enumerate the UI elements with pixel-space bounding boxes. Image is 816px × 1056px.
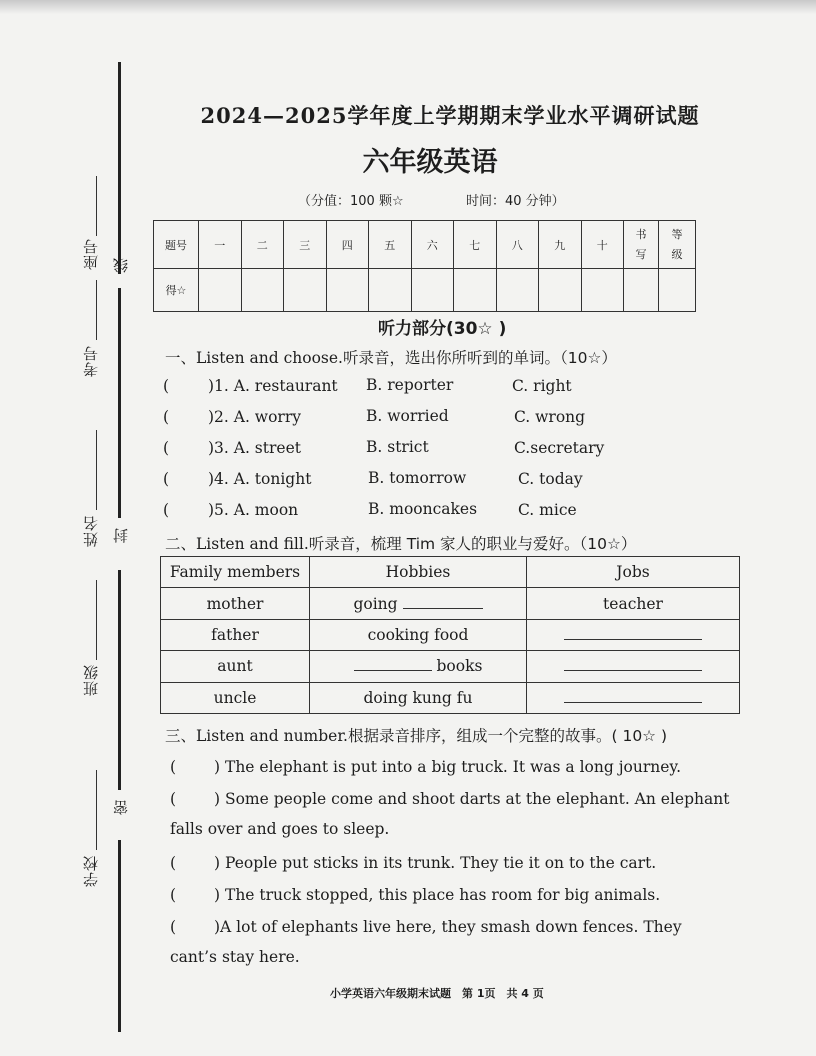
hobby-blank[interactable]: [403, 607, 483, 609]
job-blank[interactable]: [564, 669, 702, 671]
class-blank[interactable]: [96, 580, 97, 660]
name-blank[interactable]: [96, 430, 97, 510]
time-info: 时间：40 分钟）: [466, 194, 565, 209]
option-b: B. mooncakes: [368, 500, 478, 518]
col-4: 四: [326, 221, 369, 269]
col-5: 五: [369, 221, 412, 269]
option-c: C. right: [512, 377, 572, 395]
part1-title: [165, 346, 617, 368]
option-a: )3. A. street: [208, 439, 301, 457]
job-cell: teacher: [527, 588, 740, 619]
option-b: B. tomorrow: [368, 469, 467, 487]
score-cell[interactable]: [241, 269, 284, 312]
score-cell[interactable]: [369, 269, 412, 312]
grade-char-1: 等: [671, 227, 683, 241]
option-a: )4. A. tonight: [208, 470, 312, 488]
answer-paren[interactable]: (: [163, 408, 170, 426]
member-cell: father: [161, 619, 310, 650]
option-b: B. worried: [366, 407, 449, 425]
col-6: 六: [411, 221, 454, 269]
score-info: （分值：100 颗☆: [298, 194, 404, 209]
member-cell: mother: [161, 588, 310, 619]
col-8: 八: [496, 221, 539, 269]
hobby-blank[interactable]: [354, 669, 432, 671]
score-cell[interactable]: [284, 269, 327, 312]
hobby-cell: doing kung fu: [310, 682, 527, 713]
part3-title-en: 三、Listen and number.: [165, 727, 348, 745]
story-sentence: ) The elephant is put into a big truck. It was a long journey.: [214, 758, 682, 776]
table-row: [161, 588, 740, 619]
answer-paren[interactable]: (: [170, 854, 177, 872]
exam-subtitle: 六年级英语: [362, 147, 498, 178]
binding-line-bottom: [118, 840, 121, 1032]
writing-char-2: 写: [635, 247, 647, 261]
score-cell[interactable]: [199, 269, 242, 312]
option-c: C. mice: [518, 501, 577, 519]
job-cell: [527, 651, 740, 682]
answer-paren[interactable]: (: [163, 470, 170, 488]
option-a: )2. A. worry: [208, 408, 301, 426]
score-table: [153, 220, 696, 312]
job-blank[interactable]: [564, 638, 702, 640]
option-a: )5. A. moon: [208, 501, 299, 519]
member-cell: aunt: [161, 651, 310, 682]
listening-header: 听力部分(30☆ ): [378, 319, 507, 339]
writing-char-1: 书: [635, 227, 647, 241]
score-cell[interactable]: [326, 269, 369, 312]
col-grade: [659, 221, 696, 269]
option-a: )1. A. restaurant: [208, 377, 338, 395]
col-9: 九: [539, 221, 582, 269]
school-label: 学校: [82, 855, 100, 887]
part3-title: [165, 724, 667, 746]
answer-paren[interactable]: (: [170, 918, 177, 936]
col-10: 十: [581, 221, 624, 269]
score-row-label: 得☆: [154, 269, 199, 312]
score-cell[interactable]: [411, 269, 454, 312]
col-2: 二: [241, 221, 284, 269]
exam-no-label: 考号: [82, 345, 100, 377]
score-cell[interactable]: [659, 269, 696, 312]
school-blank[interactable]: [96, 770, 97, 850]
col-1: 一: [199, 221, 242, 269]
member-cell: uncle: [161, 682, 310, 713]
col-writing: [624, 221, 659, 269]
binding-line-upper: [118, 288, 121, 518]
job-blank[interactable]: [564, 701, 702, 703]
score-cell[interactable]: [539, 269, 582, 312]
seat-label: 座号: [82, 238, 100, 270]
exam-no-blank[interactable]: [96, 280, 97, 340]
answer-paren[interactable]: (: [170, 790, 177, 808]
story-sentence: ) Some people come and shoot darts at the elephant. An elephant: [214, 790, 730, 808]
table-row: [161, 682, 740, 713]
option-b: B. strict: [366, 438, 429, 456]
table-row: [161, 619, 740, 650]
story-sentence: ) People put sticks in its trunk. They tie it on to the cart.: [214, 854, 657, 872]
answer-paren[interactable]: (: [170, 886, 177, 904]
score-cell[interactable]: [454, 269, 497, 312]
answer-paren[interactable]: (: [170, 758, 177, 776]
part2-title-cn: 听录音，梳理 Tim 家人的职业与爱好。（10☆）: [308, 535, 637, 553]
story-sentence-cont: cant’s stay here.: [170, 948, 300, 966]
question-no-label: 题号: [154, 221, 199, 269]
header-jobs: Jobs: [527, 557, 740, 588]
hobby-text: going: [353, 594, 398, 613]
table-row: [161, 651, 740, 682]
part1-title-cn: 听录音，选出你所听到的单词。（10☆）: [342, 349, 617, 367]
name-label: 姓名: [82, 515, 100, 547]
hobby-cell: [310, 651, 527, 682]
binding-mark-secret: 密: [112, 800, 130, 815]
exam-title: 2024—2025学年度上学期期末学业水平调研试题: [200, 103, 700, 128]
family-table: [160, 556, 740, 714]
seat-blank[interactable]: [96, 176, 97, 236]
job-cell: [527, 682, 740, 713]
hobby-cell: cooking food: [310, 619, 527, 650]
score-cell[interactable]: [496, 269, 539, 312]
story-sentence-cont: falls over and goes to sleep.: [170, 820, 390, 838]
header-members: Family members: [161, 557, 310, 588]
answer-paren[interactable]: (: [163, 439, 170, 457]
story-sentence: )A lot of elephants live here, they smash down fences. They: [214, 918, 682, 936]
answer-paren[interactable]: (: [163, 377, 170, 395]
job-cell: [527, 619, 740, 650]
col-3: 三: [284, 221, 327, 269]
page-footer: 小学英语六年级期末试题 第 1页 共 4 页: [330, 987, 544, 1000]
option-c: C.secretary: [514, 439, 605, 457]
score-cell[interactable]: [581, 269, 624, 312]
hobby-text: books: [436, 657, 483, 676]
binding-mark-seal: 封: [112, 528, 130, 543]
class-label: 班级: [82, 664, 100, 696]
option-b: B. reporter: [366, 376, 454, 394]
scan-shadow: [0, 0, 816, 14]
option-c: C. today: [518, 470, 583, 488]
answer-paren[interactable]: (: [163, 501, 170, 519]
part2-title-en: 二、Listen and fill.: [165, 535, 309, 553]
part1-title-en: 一、Listen and choose.: [165, 349, 343, 367]
header-hobbies: Hobbies: [310, 557, 527, 588]
binding-mark-line: 线: [112, 258, 130, 273]
part2-title: [165, 532, 636, 554]
part3-title-cn: 根据录音排序，组成一个完整的故事。( 10☆ ): [347, 727, 668, 745]
option-c: C. wrong: [514, 408, 586, 426]
col-7: 七: [454, 221, 497, 269]
hobby-cell: [310, 588, 527, 619]
grade-char-2: 级: [671, 247, 683, 261]
score-cell[interactable]: [624, 269, 659, 312]
story-sentence: ) The truck stopped, this place has room for big animals.: [214, 886, 661, 904]
binding-line-top: [118, 62, 121, 274]
binding-line-mid: [118, 570, 121, 790]
